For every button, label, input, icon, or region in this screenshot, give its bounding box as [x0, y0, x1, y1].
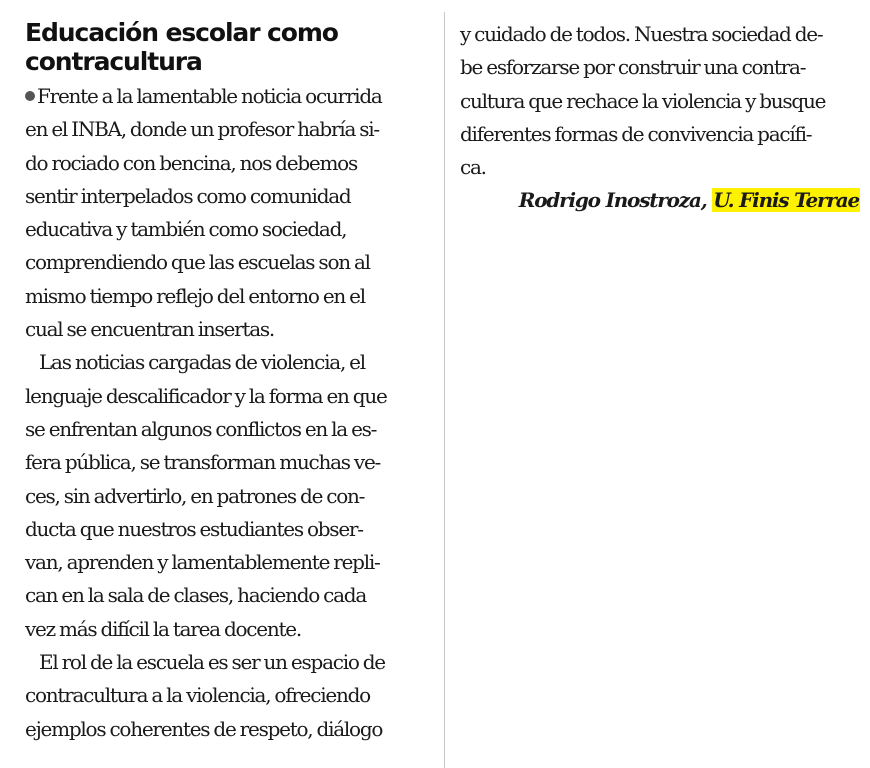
text-line: cual se encuentran insertas.	[25, 317, 275, 342]
text-line: mismo tiempo reflejo del entorno en el	[25, 283, 365, 308]
author-affiliation: U. Finis Terrae	[713, 188, 859, 213]
text-line: comprendiendo que las escuelas son al	[25, 250, 370, 275]
text-line: contracultura a la violencia, ofreciendo	[25, 683, 370, 708]
text-line: Frente a la lamentable noticia ocurrida	[25, 80, 430, 113]
paragraph-3-continued	[460, 18, 860, 184]
text-line: El rol de la escuela es ser un espacio de	[39, 650, 385, 675]
paragraph-3	[25, 646, 430, 746]
text-line: diferentes formas de convivencia pacífi-	[460, 121, 812, 146]
article-headline: Educación escolar como contracultura	[25, 18, 338, 76]
author-name: Rodrigo Inostroza,	[518, 188, 707, 213]
text-line: ces, sin advertirlo, en patrones de con-	[25, 483, 365, 508]
column-divider	[444, 12, 445, 768]
text-line: sentir interpelados como comunidad	[25, 183, 351, 208]
left-column	[25, 18, 430, 746]
paragraph-2	[25, 346, 430, 646]
text-line: vez más difícil la tarea docente.	[25, 616, 301, 641]
text-line: Las noticias cargadas de violencia, el	[39, 350, 365, 375]
text-line: be esforzarse por construir una contra-	[460, 55, 806, 80]
text-line: do rociado con bencina, nos debemos	[25, 150, 357, 175]
text-line: van, aprenden y lamentablemente repli-	[25, 550, 380, 575]
right-column	[460, 18, 860, 217]
text-line: can en la sala de clases, haciendo cada	[25, 583, 366, 608]
text-line: ca.	[460, 155, 486, 180]
text-line: cultura que rechace la violencia y busque	[460, 88, 826, 113]
text-line: fera pública, se transforman muchas ve-	[25, 450, 381, 475]
text-line: ejemplos coherentes de respeto, diálogo	[25, 716, 383, 741]
paragraph-1	[25, 80, 430, 346]
bullet-icon	[25, 91, 35, 101]
text-line: ducta que nuestros estudiantes obser-	[25, 516, 363, 541]
text-line: educativa y también como sociedad,	[25, 217, 347, 242]
text-line: en el INBA, donde un profesor habría si-	[25, 117, 379, 142]
text-line: se enfrentan algunos conflictos en la es-	[25, 416, 377, 441]
text-line: y cuidado de todos. Nuestra sociedad de-	[460, 22, 823, 46]
author-signature	[460, 184, 860, 217]
text-line: lenguaje descalificador y la forma en que	[25, 383, 387, 408]
